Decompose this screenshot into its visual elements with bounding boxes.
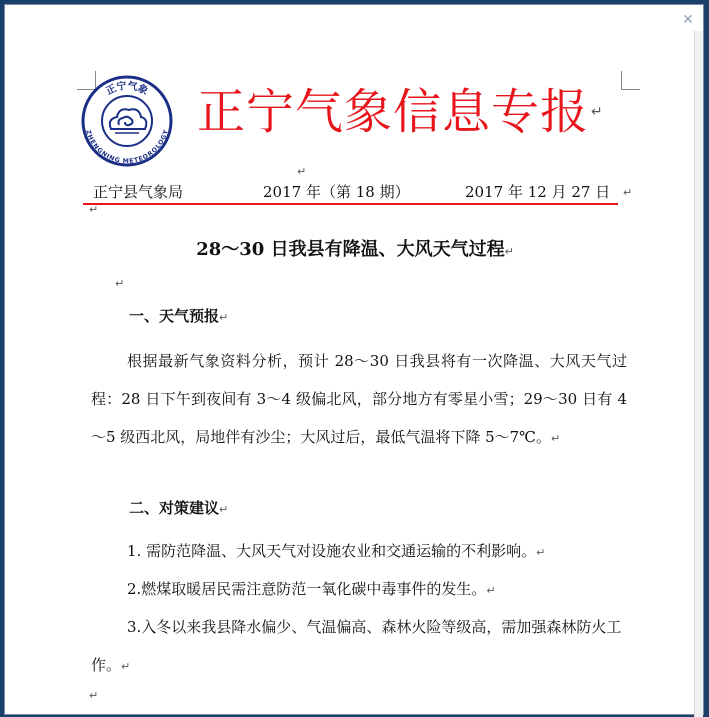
- document-title: [197, 81, 603, 143]
- paragraph-mark: ↵: [297, 165, 307, 178]
- vertical-scrollbar[interactable]: [694, 31, 703, 717]
- forecast-paragraph: 根据最新气象资料分析，预计 28～30 日我县将有一次降温、大风天气过程：28 日下午到夜间有 3～4 级偏北风，部分地方有零星小雪；29～30 日有 4～5 级西北风，局地伴有沙尘；大风过后，最低气温将下降 5～7℃。↵: [91, 352, 627, 446]
- paragraph-mark: ↵: [536, 546, 546, 559]
- paragraph-mark: ↵: [89, 203, 99, 216]
- paragraph-mark: ↵: [121, 660, 131, 673]
- article-headline-text: 28～30 日我县有降温、大风天气过程: [196, 239, 505, 260]
- article-headline: [5, 237, 705, 265]
- svg-text:ZHENGNING METEOROLOGY: ZHENGNING METEOROLOGY: [84, 129, 170, 166]
- issuing-organization: 正宁县气象局: [93, 183, 184, 201]
- paragraph-mark: ↵: [219, 311, 229, 324]
- paragraph-mark: ↵: [219, 503, 229, 516]
- suggestion-item: 3.入冬以来我县降水偏少、气温偏高、森林火险等级高，需加强森林防火工作。↵: [91, 618, 622, 674]
- paragraph-mark: ↵: [486, 584, 496, 597]
- header-divider: [83, 203, 618, 205]
- issue-header-row: [91, 181, 633, 203]
- paragraph-mark: ↵: [550, 432, 561, 445]
- paragraph-mark: ↵: [89, 689, 99, 702]
- document-title-text: 正宁气象信息专报: [197, 84, 590, 140]
- paragraph-mark: ↵: [115, 277, 125, 290]
- issue-number: 2017 年（第 18 期）: [263, 183, 410, 201]
- section-heading-forecast: 一、天气预报↵: [129, 307, 229, 325]
- paragraph-mark: ↵: [504, 245, 514, 258]
- paragraph-mark: ↵: [591, 104, 603, 120]
- suggestion-item: 2.燃煤取暖居民需注意防范一氧化碳中毒事件的发生。↵: [127, 580, 496, 598]
- document-page: [4, 4, 704, 715]
- issue-date: 2017 年 12 月 27 日: [465, 183, 611, 201]
- section-heading-suggestions: 二、对策建议↵: [129, 499, 229, 517]
- margin-corner-top-right: [621, 71, 640, 90]
- paragraph-mark: ↵: [623, 186, 633, 199]
- close-icon[interactable]: ✕: [682, 12, 694, 28]
- svg-text:正宁气象: 正宁气象: [104, 80, 150, 98]
- meteorology-logo: [81, 75, 173, 167]
- suggestion-item: 1. 需防范降温、大风天气对设施农业和交通运输的不利影响。↵: [127, 542, 546, 560]
